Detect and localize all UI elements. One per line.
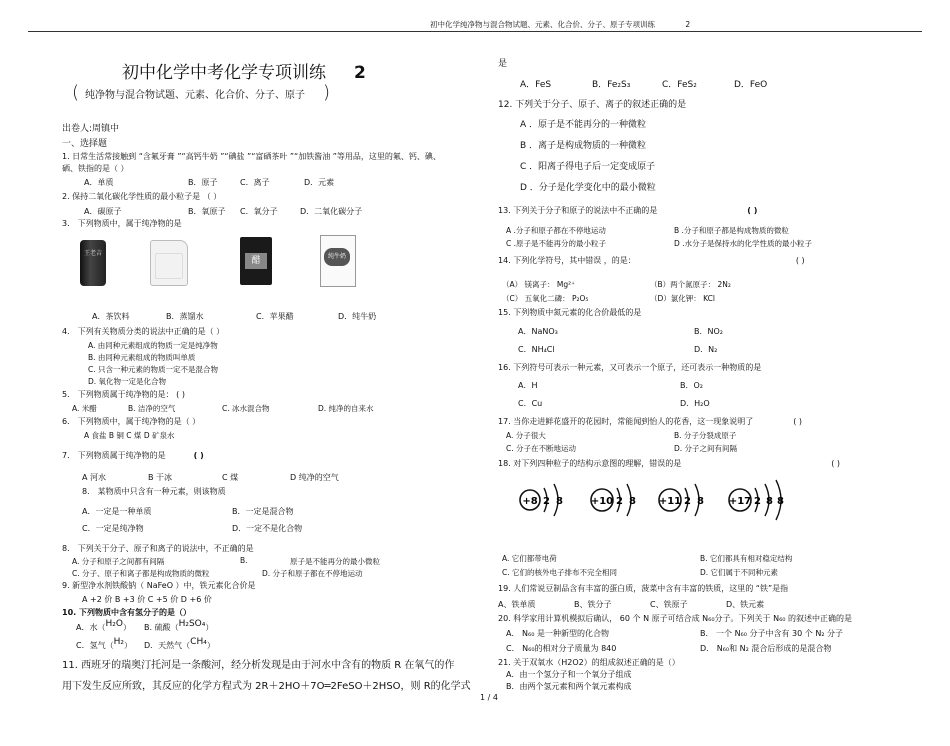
q10-option-c: C．氢气（H₂） bbox=[76, 637, 132, 650]
q21-option-a: A．由一个氢分子和一个氧分子组成 bbox=[506, 670, 632, 679]
q18-option-c: C. 它们的核外电子排布不完全相同 bbox=[502, 568, 618, 577]
atom-2-nucleus: +10 bbox=[590, 496, 614, 507]
q16-option-c: C．Cu bbox=[518, 399, 543, 408]
q20-option-c: C． N₆₀的相对分子质量为 840 bbox=[506, 644, 617, 653]
q2-stem: 2. 保持二氧化碳化学性质的最小粒子是 （ ） bbox=[62, 192, 222, 201]
author: 出卷人:周镇中 bbox=[62, 124, 120, 134]
q8a-option-d: D．一定不是化合物 bbox=[232, 524, 303, 533]
q18-option-a: A. 它们都带电荷 bbox=[502, 554, 557, 563]
q7-option-a: A 河水 bbox=[82, 473, 107, 482]
q17-option-a: A. 分子很大 bbox=[506, 431, 546, 440]
q11-option-c: C．FeS₂ bbox=[662, 80, 697, 90]
q2-option-c: C．氧分子 bbox=[240, 207, 278, 216]
atom-1-nucleus: +8 bbox=[522, 496, 538, 507]
q10-option-d: D．天然气（CH₄） bbox=[144, 637, 215, 650]
q19-option-a: A、铁单质 bbox=[498, 600, 536, 609]
q7-stem: 7． 下列物质属于纯净物的是 ( ) bbox=[62, 451, 204, 460]
q8b-option-b: B. bbox=[240, 556, 248, 565]
q4-option-d: D. 氧化物一定是化合物 bbox=[88, 377, 167, 386]
tea-can-image bbox=[80, 240, 106, 286]
q4-option-a: A. 由同种元素组成的物质一定是纯净物 bbox=[88, 341, 218, 350]
q19-option-b: B、铁分子 bbox=[574, 600, 612, 609]
q19-stem: 19. 人们常说豆制品含有丰富的蛋白质，菠菜中含有丰富的铁质，这里的 “铁”是指 bbox=[498, 584, 789, 593]
svg-text:8: 8 bbox=[766, 496, 773, 507]
page-footer: 1 / 4 bbox=[480, 693, 498, 702]
q11-line-2: 用下发生反应所致，其反应的化学方程式为 2R＋2HO＋7O═2FeSO＋2HSO，则 R的化学式 bbox=[62, 681, 471, 692]
q8b-stem: 8． 下列关于分子、原子和离子的说法中，不正确的是 bbox=[62, 544, 254, 553]
q8a-option-b: B．一定是混合物 bbox=[232, 507, 294, 516]
svg-text:2: 2 bbox=[684, 496, 691, 507]
svg-text:8: 8 bbox=[629, 496, 636, 507]
q15-option-b: B．NO₂ bbox=[694, 327, 723, 336]
q8a-stem: 8． 某物质中只含有一种元素，则该物质 bbox=[82, 487, 226, 496]
q14-stem: 14. 下列化学符号，其中错误 ，的是： ( ) bbox=[498, 256, 805, 265]
q7-option-d: D 纯净的空气 bbox=[290, 473, 339, 482]
q10-option-b: B. 硫酸（H₂SO₄） bbox=[144, 619, 214, 632]
q13-option-d: D .水分子是保持水的化学性质的最小粒子 bbox=[674, 239, 813, 248]
milk-carton-image bbox=[320, 235, 356, 287]
q12-option-a: A ．原子是不能再分的一种微粒 bbox=[520, 120, 647, 130]
q4-option-b: B. 由同种元素组成的物质叫单质 bbox=[88, 353, 196, 362]
q6-stem: 6． 下列物质中，属于纯净物的是（ ） bbox=[62, 417, 201, 426]
q9-stem: 9. 新型净水剂铁酸钠（ NaFeO ）中，铁元素化合价是 bbox=[62, 581, 256, 590]
q21-stem: 21. 关于双氧水（H2O2）的组成叙述正确的是（） bbox=[498, 658, 680, 667]
q3-option-a: A．茶饮料 bbox=[92, 312, 130, 321]
q11-continuation: 是 bbox=[498, 59, 508, 69]
q12-option-b: B ．离子是构成物质的一种微粒 bbox=[520, 141, 647, 151]
header-rule bbox=[28, 31, 922, 32]
q17-option-d: D. 分子之间有间隔 bbox=[674, 444, 738, 453]
q3-stem: 3． 下列物质中，属于纯净物的是 bbox=[62, 219, 182, 228]
q7-option-c: C 煤 bbox=[222, 473, 239, 482]
header-page-num: 2 bbox=[685, 20, 691, 29]
atom-diagram-4 bbox=[722, 478, 792, 522]
q16-option-a: A．H bbox=[518, 381, 538, 390]
vinegar-box-image bbox=[240, 237, 272, 285]
q18-option-d: D. 它们属于不同种元素 bbox=[700, 568, 779, 577]
q20-option-a: A． N₆₀ 是一种新型的化合物 bbox=[506, 629, 609, 638]
q3-option-b: B．蒸馏水 bbox=[166, 312, 204, 321]
q3-option-d: D．纯牛奶 bbox=[338, 312, 377, 321]
q2-option-a: A．碳原子 bbox=[84, 207, 122, 216]
q5-option-a: A. 米醋 bbox=[72, 404, 97, 413]
q6-options: A 食盐 B 铜 C 煤 D 矿泉水 bbox=[84, 431, 175, 440]
q1-option-a: A．单质 bbox=[84, 178, 114, 187]
q8b-option-b-text: 原子是不能再分的最小微粒 bbox=[290, 557, 380, 566]
svg-text:8: 8 bbox=[697, 496, 704, 507]
q10-stem: 10. 下列物质中含有氢分子的是（） bbox=[62, 608, 191, 617]
q14-option-c: （C） 五氧化二磷： P₂O₅ bbox=[502, 294, 589, 303]
subtitle: ( 纯净物与混合物试题、元素、化合价、分子、原子 ) bbox=[72, 82, 331, 103]
q1-stem-2: 硒、铁指的是（ ） bbox=[62, 164, 129, 173]
atom-3-nucleus: +11 bbox=[658, 496, 682, 507]
q9-options: A +2 价 B +3 价 C +5 价 D +6 价 bbox=[82, 595, 212, 604]
q5-stem: 5． 下列物质属于纯净物的是： ( ) bbox=[62, 390, 185, 399]
q11-option-d: D．FeO bbox=[734, 80, 768, 90]
q11-line-1: 11. 西班牙的瑞奥汀托河是一条酸河，经分析发现是由于河水中含有的物质 R 在氧气的作 bbox=[62, 660, 455, 671]
q2-option-b: B．氧原子 bbox=[188, 207, 226, 216]
milk-carton-label: 纯牛奶 bbox=[324, 248, 350, 266]
q5-option-b: B. 洁净的空气 bbox=[128, 404, 176, 413]
q4-stem: 4． 下列有关物质分类的说法中正确的是（ ） bbox=[62, 327, 225, 336]
q7-option-b: B 干冰 bbox=[148, 473, 173, 482]
section-heading: 一、选择题 bbox=[62, 139, 108, 149]
svg-text:8: 8 bbox=[777, 496, 784, 507]
q8a-option-a: A．一定是一种单质 bbox=[82, 507, 152, 516]
q3-option-c: C．苹果醋 bbox=[256, 312, 294, 321]
q8a-option-c: C．一定是纯净物 bbox=[82, 524, 144, 533]
q13-option-a: A .分子和原子都在不停地运动 bbox=[506, 226, 606, 235]
q14-option-a: （A） 镁离子： Mg²⁺ bbox=[502, 280, 576, 289]
q10-option-a: A．水（H₂O） bbox=[76, 619, 131, 632]
q20-stem: 20. 科学家用计算机模拟后确认， 60 个 N 原子可结合成 N₆₀分子。下列关于 N₆₀ 的叙述中正确的是 bbox=[498, 614, 853, 623]
atom-diagram-2 bbox=[584, 480, 644, 520]
svg-text:2: 2 bbox=[543, 496, 550, 507]
q13-stem: 13. 下列关于分子和原子的说法中不正确的是 ( ) bbox=[498, 206, 758, 215]
q15-option-a: A．NaNO₃ bbox=[518, 327, 558, 336]
q4-option-c: C. 只含一种元素的物质一定不是混合物 bbox=[88, 365, 219, 374]
q8b-option-c: C. 分子、原子和离子都是构成物质的微粒 bbox=[72, 569, 210, 578]
q8b-option-a: A. 分子和原子之间都有间隔 bbox=[72, 557, 165, 566]
q18-option-b: B. 它们都具有相对稳定结构 bbox=[700, 554, 793, 563]
q1-stem: 1. 日常生活常接触到 “含氟牙膏 ”“高钙牛奶 ”“碘盐 ”“富硒茶叶 ”“加铁酱油 ”等用品，这里的氟、钙、碘、 bbox=[62, 152, 441, 161]
page-title: 初中化学中考化学专项训练 2 bbox=[122, 63, 366, 83]
q17-option-b: B. 分子分裂成原子 bbox=[674, 431, 737, 440]
q1-option-d: D．元素 bbox=[304, 178, 335, 187]
q17-stem: 17. 当你走进鲜花盛开的花园时，常能闻到怡人的花香，这一现象说明了 ( ) bbox=[498, 417, 803, 426]
q16-option-b: B．O₂ bbox=[680, 381, 703, 390]
q14-option-d: （D）氯化钾： KCl bbox=[650, 294, 715, 303]
q20-option-d: D． N₆₀和 N₂ 混合后形成的是混合物 bbox=[700, 644, 832, 653]
q12-option-d: D ．分子是化学变化中的最小微粒 bbox=[520, 183, 656, 193]
svg-text:2: 2 bbox=[616, 496, 623, 507]
q11-option-b: B．Fe₂S₃ bbox=[592, 80, 631, 90]
q12-stem: 12. 下列关于分子、原子、离子的叙述正确的是 bbox=[498, 100, 687, 110]
q12-option-c: C ．阳离子得电子后一定变成原子 bbox=[520, 162, 656, 172]
q14-option-b: （B）两个氮原子： 2N₂ bbox=[650, 280, 731, 289]
q19-option-d: D、铁元素 bbox=[726, 600, 765, 609]
q8b-option-d: D. 分子和原子都在不停地运动 bbox=[262, 569, 363, 578]
q2-option-d: D．二氧化碳分子 bbox=[300, 207, 363, 216]
q20-option-b: B． 一个 N₆₀ 分子中含有 30 个 N₂ 分子 bbox=[700, 629, 844, 638]
q5-option-c: C. 冰水混合物 bbox=[222, 404, 270, 413]
q13-option-b: B .分子和原子都是构成物质的微粒 bbox=[674, 226, 789, 235]
svg-text:2: 2 bbox=[754, 496, 761, 507]
atom-diagram-3 bbox=[652, 480, 712, 520]
atom-diagram-1 bbox=[512, 480, 572, 520]
q17-option-c: C. 分子在不断地运动 bbox=[506, 444, 577, 453]
vinegar-box-label: 醋 bbox=[245, 253, 267, 269]
q15-option-c: C．NH₄Cl bbox=[518, 345, 555, 354]
q1-option-b: B．原子 bbox=[188, 178, 218, 187]
q16-option-d: D．H₂O bbox=[680, 399, 710, 408]
q19-option-c: C、铁原子 bbox=[650, 600, 688, 609]
atom-4-nucleus: +17 bbox=[728, 496, 752, 507]
tea-can-label: 王老吉 bbox=[83, 250, 102, 257]
q21-option-b: B．由两个氢元素和两个氧元素构成 bbox=[506, 682, 632, 691]
svg-text:8: 8 bbox=[556, 496, 563, 507]
q5-option-d: D. 纯净的自来水 bbox=[318, 404, 374, 413]
water-bottle-image bbox=[150, 240, 188, 286]
q16-stem: 16. 下列符号可表示一种元素，又可表示一个原子，还可表示一种物质的是 bbox=[498, 363, 762, 372]
q1-option-c: C．离子 bbox=[240, 178, 270, 187]
q18-stem: 18. 对下列四种粒子的结构示意图的理解，错误的是 ( ) bbox=[498, 459, 841, 468]
q15-option-d: D．N₂ bbox=[694, 345, 718, 354]
q13-option-c: C .原子是不能再分的最小粒子 bbox=[506, 239, 607, 248]
page-header bbox=[430, 19, 690, 30]
q11-option-a: A．FeS bbox=[520, 80, 552, 90]
q15-stem: 15. 下列物质中氮元素的化合价最低的是 bbox=[498, 308, 642, 317]
header-text: 初中化学纯净物与混合物试题、元素、化合价、分子、原子专项训练 bbox=[430, 20, 655, 29]
